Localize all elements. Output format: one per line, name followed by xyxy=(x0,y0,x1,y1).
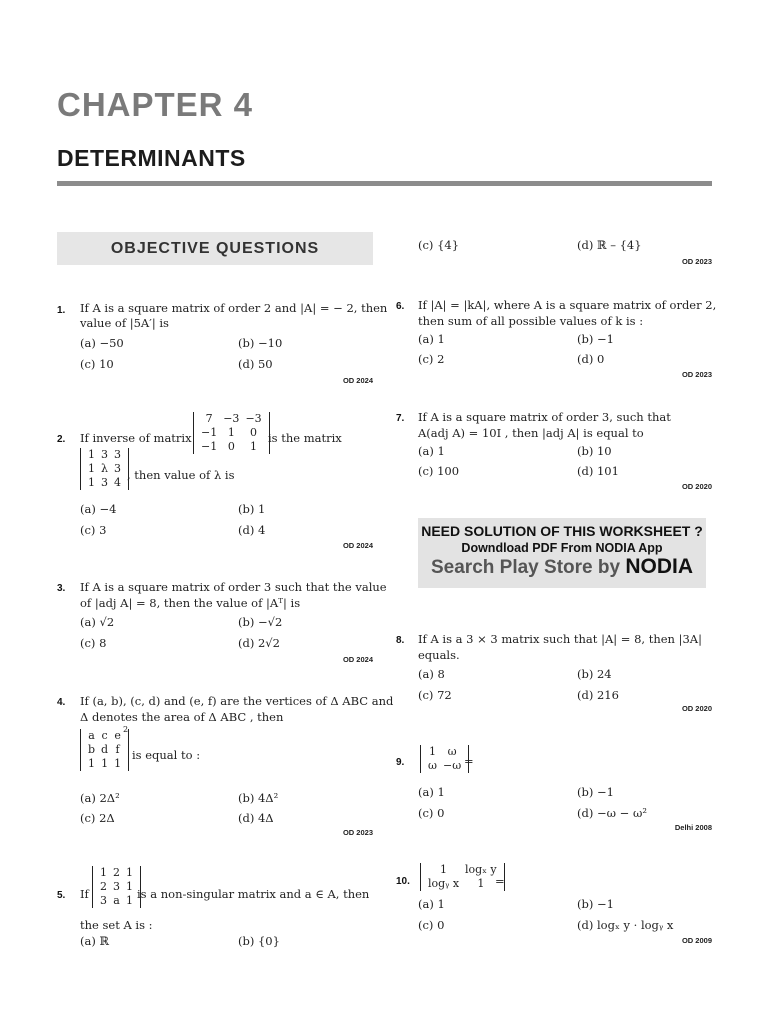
promo-line1: NEED SOLUTION OF THIS WORKSHEET ? xyxy=(421,523,703,539)
q6-option-b: (b) −1 xyxy=(577,332,614,346)
q6-option-c: (c) 2 xyxy=(418,352,445,366)
q5-option-a: (a) ℝ xyxy=(80,934,110,948)
q9-number: 9. xyxy=(396,757,405,768)
q10-tag: OD 2009 xyxy=(681,936,712,945)
q4-exponent: 2 xyxy=(123,725,129,734)
q5-pre: If xyxy=(80,887,89,901)
q7-line2: A(adj A) = 10I , then |adj A| is equal to xyxy=(418,426,644,440)
q2-option-d: (d) 4 xyxy=(238,523,266,537)
q6-line2: then sum of all possible values of k is : xyxy=(418,314,644,328)
q1-tag: OD 2024 xyxy=(342,376,373,385)
q4-number: 4. xyxy=(57,697,66,708)
q1-line2: value of |5A′| is xyxy=(80,316,169,330)
q2-post: is the matrix xyxy=(268,431,342,445)
q3-option-d: (d) 2√2 xyxy=(238,636,280,650)
q6-line1: If |A| = |kA|, where A is a square matrix of order 2, xyxy=(418,298,717,312)
q9-option-b: (b) −1 xyxy=(577,785,614,799)
q4-option-b: (b) 4Δ² xyxy=(238,791,279,805)
q9-tag: Delhi 2008 xyxy=(674,823,712,832)
q10-option-d: (d) logₓ y · logᵧ x xyxy=(577,918,674,932)
q8-line2: equals. xyxy=(418,648,460,662)
q7-option-a: (a) 1 xyxy=(418,444,445,458)
q4-option-c: (c) 2Δ xyxy=(80,811,115,825)
q7-tag: OD 2020 xyxy=(681,482,712,491)
q6-number: 6. xyxy=(396,301,405,312)
q2-tag: OD 2024 xyxy=(342,541,373,550)
promo-line3: Search Play Store by NODIA xyxy=(431,555,693,578)
q1-number: 1. xyxy=(57,305,66,316)
q3-line1: If A is a square matrix of order 3 such that the value xyxy=(80,580,387,594)
q1-option-a: (a) −50 xyxy=(80,336,124,350)
q4-option-a: (a) 2Δ² xyxy=(80,791,120,805)
q9-determinant: 1 ω ω −ω xyxy=(420,745,469,773)
chapter-title: DETERMINANTS xyxy=(57,145,246,171)
q6-tag: OD 2023 xyxy=(681,370,712,379)
q2-number: 2. xyxy=(57,434,66,445)
q2-matrix: 1 3 3 1 λ 3 1 3 4 xyxy=(80,448,129,490)
q10-option-a: (a) 1 xyxy=(418,897,445,911)
q10-number: 10. xyxy=(396,876,410,887)
q5-post: is a non-singular matrix and a ∈ A, then xyxy=(137,887,370,901)
q6-option-a: (a) 1 xyxy=(418,332,445,346)
q3-option-c: (c) 8 xyxy=(80,636,107,650)
q6-option-d: (d) 0 xyxy=(577,352,605,366)
title-rule xyxy=(57,181,712,186)
q1-line1: If A is a square matrix of order 2 and |A| = − 2, then xyxy=(80,301,388,315)
q8-number: 8. xyxy=(396,635,405,646)
q1-option-c: (c) 10 xyxy=(80,357,114,371)
q7-option-c: (c) 100 xyxy=(418,464,460,478)
q2-matrix-inverse: 7 −3 −3 −1 1 0 −1 0 1 xyxy=(193,412,270,454)
q9-option-c: (c) 0 xyxy=(418,806,445,820)
q2-post2: , then value of λ is xyxy=(127,468,235,482)
q8-option-d: (d) 216 xyxy=(577,688,619,702)
q5-number: 5. xyxy=(57,890,66,901)
q4-line1: If (a, b), (c, d) and (e, f) are the vertices of Δ ABC and xyxy=(80,694,394,708)
prev-option-c: (c) {4} xyxy=(418,238,460,252)
q8-option-b: (b) 24 xyxy=(577,667,612,681)
q3-number: 3. xyxy=(57,583,66,594)
q9-option-a: (a) 1 xyxy=(418,785,445,799)
q8-tag: OD 2020 xyxy=(681,704,712,713)
q10-option-b: (b) −1 xyxy=(577,897,614,911)
q7-option-b: (b) 10 xyxy=(577,444,612,458)
section-heading: OBJECTIVE QUESTIONS xyxy=(57,232,373,265)
q3-line2: of |adj A| = 8, then the value of |Aᵀ| is xyxy=(80,596,301,610)
prev-option-d: (d) ℝ – {4} xyxy=(577,238,642,252)
promo-brand: NODIA xyxy=(625,555,693,578)
q3-tag: OD 2024 xyxy=(342,655,373,664)
q5-determinant: 1 2 1 2 3 1 3 a 1 xyxy=(92,866,141,908)
q2-pre: If inverse of matrix xyxy=(80,431,192,445)
promo-line2: Downdload PDF From NODIA App xyxy=(461,541,663,555)
q2-option-a: (a) −4 xyxy=(80,502,117,516)
q10-equals: = xyxy=(495,874,505,888)
q8-option-c: (c) 72 xyxy=(418,688,452,702)
q4-post: is equal to : xyxy=(132,748,201,762)
q5-line2: the set A is : xyxy=(80,918,153,932)
q8-option-a: (a) 8 xyxy=(418,667,445,681)
q9-equals: = xyxy=(464,754,474,768)
q1-option-b: (b) −10 xyxy=(238,336,283,350)
q1-option-d: (d) 50 xyxy=(238,357,273,371)
q4-option-d: (d) 4Δ xyxy=(238,811,274,825)
q10-determinant: 1 logₓ y logᵧ x 1 xyxy=(420,863,505,891)
q7-number: 7. xyxy=(396,413,405,424)
q4-tag: OD 2023 xyxy=(342,828,373,837)
q7-option-d: (d) 101 xyxy=(577,464,619,478)
q3-option-b: (b) −√2 xyxy=(238,615,283,629)
q5-option-b: (b) {0} xyxy=(238,934,280,948)
q7-line1: If A is a square matrix of order 3, such that xyxy=(418,410,671,424)
q4-line2: Δ denotes the area of Δ ABC , then xyxy=(80,710,284,724)
prev-tag: OD 2023 xyxy=(681,257,712,266)
q2-option-c: (c) 3 xyxy=(80,523,107,537)
q4-determinant: a c e b d f 1 1 1 xyxy=(80,729,129,771)
q8-line1: If A is a 3 × 3 matrix such that |A| = 8, then |3A| xyxy=(418,632,702,646)
q3-option-a: (a) √2 xyxy=(80,615,115,629)
app-promo-banner[interactable] xyxy=(418,518,706,588)
q2-option-b: (b) 1 xyxy=(238,502,266,516)
chapter-heading: CHAPTER 4 xyxy=(57,86,254,123)
q10-option-c: (c) 0 xyxy=(418,918,445,932)
q9-option-d: (d) −ω − ω² xyxy=(577,806,647,820)
